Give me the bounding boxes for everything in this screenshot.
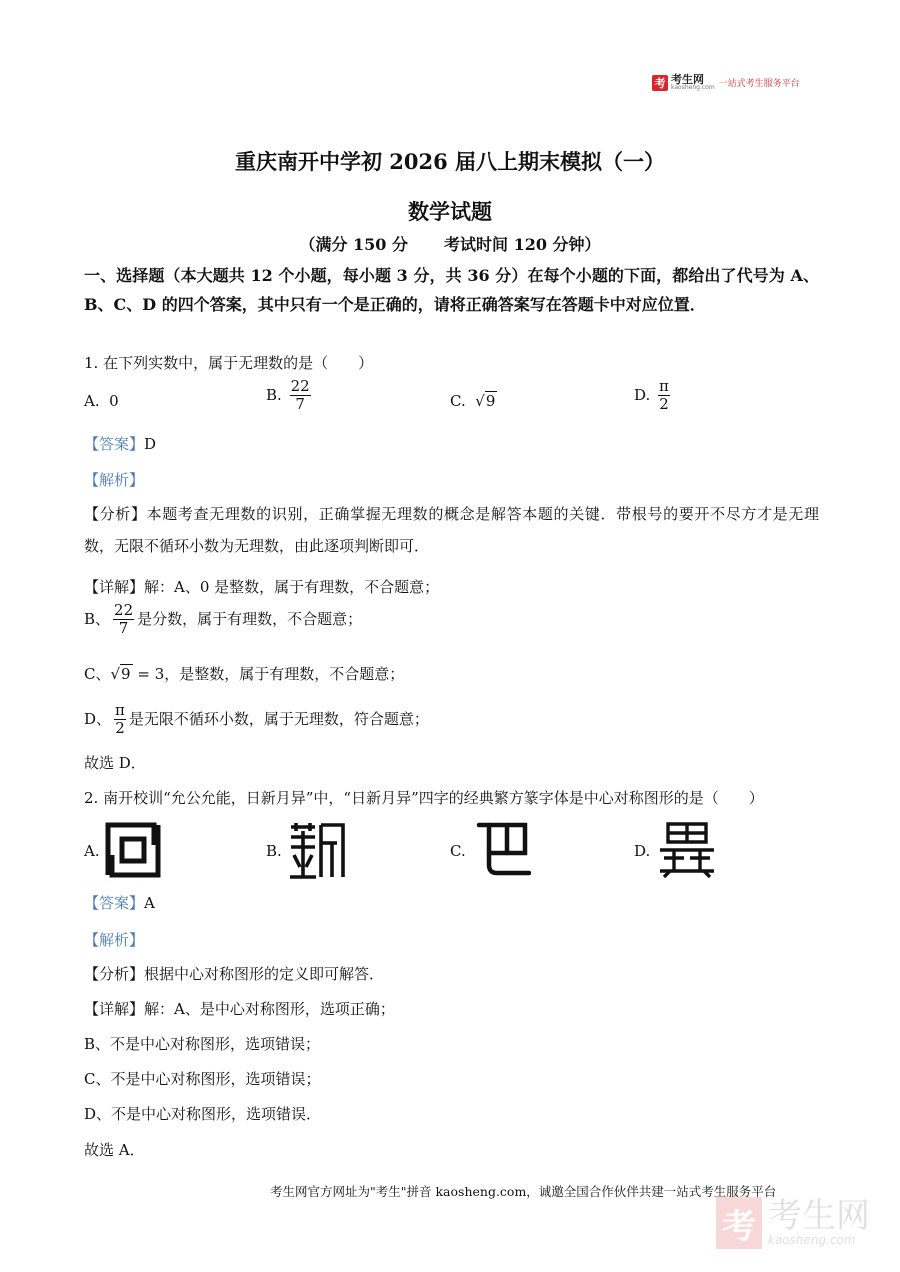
detail-text: 是无限不循环小数，属于无理数，符合题意； [128,709,429,728]
seal-glyph-ri [104,821,162,879]
seal-xin-icon [288,821,346,879]
q1-detail-a [84,576,439,597]
q2-option-a-label: A. [84,842,100,860]
detail-tag: 【详解】 [84,578,145,596]
detail-text: 解：A、是中心对称图形，选项正确； [144,1000,395,1018]
fraction [290,378,311,414]
fraction-denominator: 2 [115,719,125,738]
brand-logo-icon: 考 [652,75,668,91]
page-subtitle: 数学试题 [408,199,492,224]
q2-option-b-label: B. [266,842,282,860]
q1-option-c [450,392,497,410]
footer-watermark-logo [716,1197,870,1249]
q2-option-c-label: C. [450,842,466,860]
q1-option-b [266,378,314,414]
section-heading: 一、选择题（本大题共 12 个小题，每小题 3 分，共 36 分）在每个小题的下面，都给出了代号为 A、B、C、D 的四个答案，其中只有一个是正确的，请将正确答案写在答题卡中对应位置． [84,266,819,314]
detail-text: ，是整数，属于有理数，不合题意； [164,665,405,683]
answer-value: A [144,894,155,912]
q1-detail-d [84,702,429,738]
page-title: 重庆南开中学初 2026 届八上期末模拟（一） [234,149,666,174]
detail-text: 解：A、0 是整数，属于有理数，不合题意； [144,578,440,596]
brand-slogan: 一站式考生服务平台 [718,79,800,89]
q2-option-d-label: D. [634,842,651,860]
seal-ri-icon [104,821,162,879]
q1-conclusion: 故选 D． [84,754,146,772]
sqrt-expression [110,665,132,683]
fraction-denominator: 7 [295,395,305,414]
q1-detail-c [84,663,404,684]
q1-analysis-tag [84,469,144,490]
option-label: D. [634,385,651,404]
q2-detail-b: B、不是中心对称图形，选项错误； [84,1035,321,1053]
footer-text: 考生网官方网址为"考生"拼音 kaosheng.com，诚邀全国合作伙伴共建一站式考生服务平台 [270,1184,777,1199]
answer-value: D [144,435,157,453]
fraction-numerator: 22 [114,601,134,619]
brand-name: 考生网 [671,73,704,86]
full-score: （满分 150 分 [299,235,408,254]
seal-glyph-yue [473,821,531,879]
fraction [113,602,134,638]
q2-answer [84,892,155,913]
q1-fenxi [84,498,819,562]
analysis-tag: 【解析】 [84,471,145,489]
q1-stem: 1. 在下列实数中，属于无理数的是（ ） [84,354,374,372]
exam-time: 考试时间 120 分钟） [444,235,601,254]
detail-prefix: C、 [84,665,111,683]
q2-detail-a [84,998,395,1019]
radicand: 9 [485,392,496,410]
detail-tag: 【详解】 [84,1000,145,1018]
brand-domain: kaosheng.com [671,84,715,91]
seal-yue-icon [473,821,531,879]
exam-meta [0,232,900,255]
q1-option-d [634,378,673,414]
q2-conclusion: 故选 A． [84,1141,145,1159]
detail-text: 是分数，属于有理数，不合题意； [137,609,363,628]
q2-stem: 2. 南开校训“允公允能，日新月异”中，“日新月异”四字的经典繁方篆字体是中心对称图形的是（ ） [84,789,764,807]
q2-fenxi [84,963,384,984]
fraction-numerator: π [659,377,669,395]
fenxi-tag: 【分析】 [84,505,147,523]
fraction [658,378,670,414]
option-value: 0 [109,392,119,410]
answer-tag: 【答案】 [84,894,145,912]
q1-answer [84,433,156,454]
q2-analysis-tag [84,929,144,950]
radicand: 9 [121,665,131,683]
option-label: B. [266,385,282,404]
fenxi-text: 根据中心对称图形的定义即可解答． [144,965,385,983]
answer-tag: 【答案】 [84,435,145,453]
watermark-name: 考生网 [768,1196,870,1236]
watermark-domain: kaosheng.com [768,1233,856,1247]
header-logo [652,74,800,91]
radical-sign-icon: √ [475,392,485,410]
fraction-denominator: 2 [659,395,669,414]
analysis-tag: 【解析】 [84,931,145,949]
radical-sign-icon: √ [110,665,121,683]
fraction-numerator: 22 [290,377,310,395]
q2-detail-c: C、不是中心对称图形，选项错误； [84,1070,321,1088]
seal-glyph-yi [658,821,716,879]
seal-yi-icon [658,821,716,879]
fenxi-tag: 【分析】 [84,965,145,983]
detail-prefix: D、 [84,709,112,728]
detail-prefix: B、 [84,609,111,628]
seal-glyph-xin [288,821,346,879]
option-label: C. [450,392,466,410]
q2-detail-d: D、不是中心对称图形，选项错误． [84,1105,322,1123]
q1-option-a [84,392,119,410]
fenxi-text: 本题考查无理数的识别，正确掌握无理数的概念是解答本题的关键．带根号的要开不尽方才是无理数，无限不循环小数为无理数，由此逐项判断即可． [84,505,819,555]
sqrt-expression [475,392,497,410]
fraction [114,702,126,738]
watermark-logo-icon: 考 [716,1197,762,1249]
option-label: A. [84,392,100,410]
equation-result: = 3 [132,665,165,683]
fraction-denominator: 7 [118,619,129,638]
fraction-numerator: π [115,701,125,719]
q1-detail-b [84,602,362,638]
